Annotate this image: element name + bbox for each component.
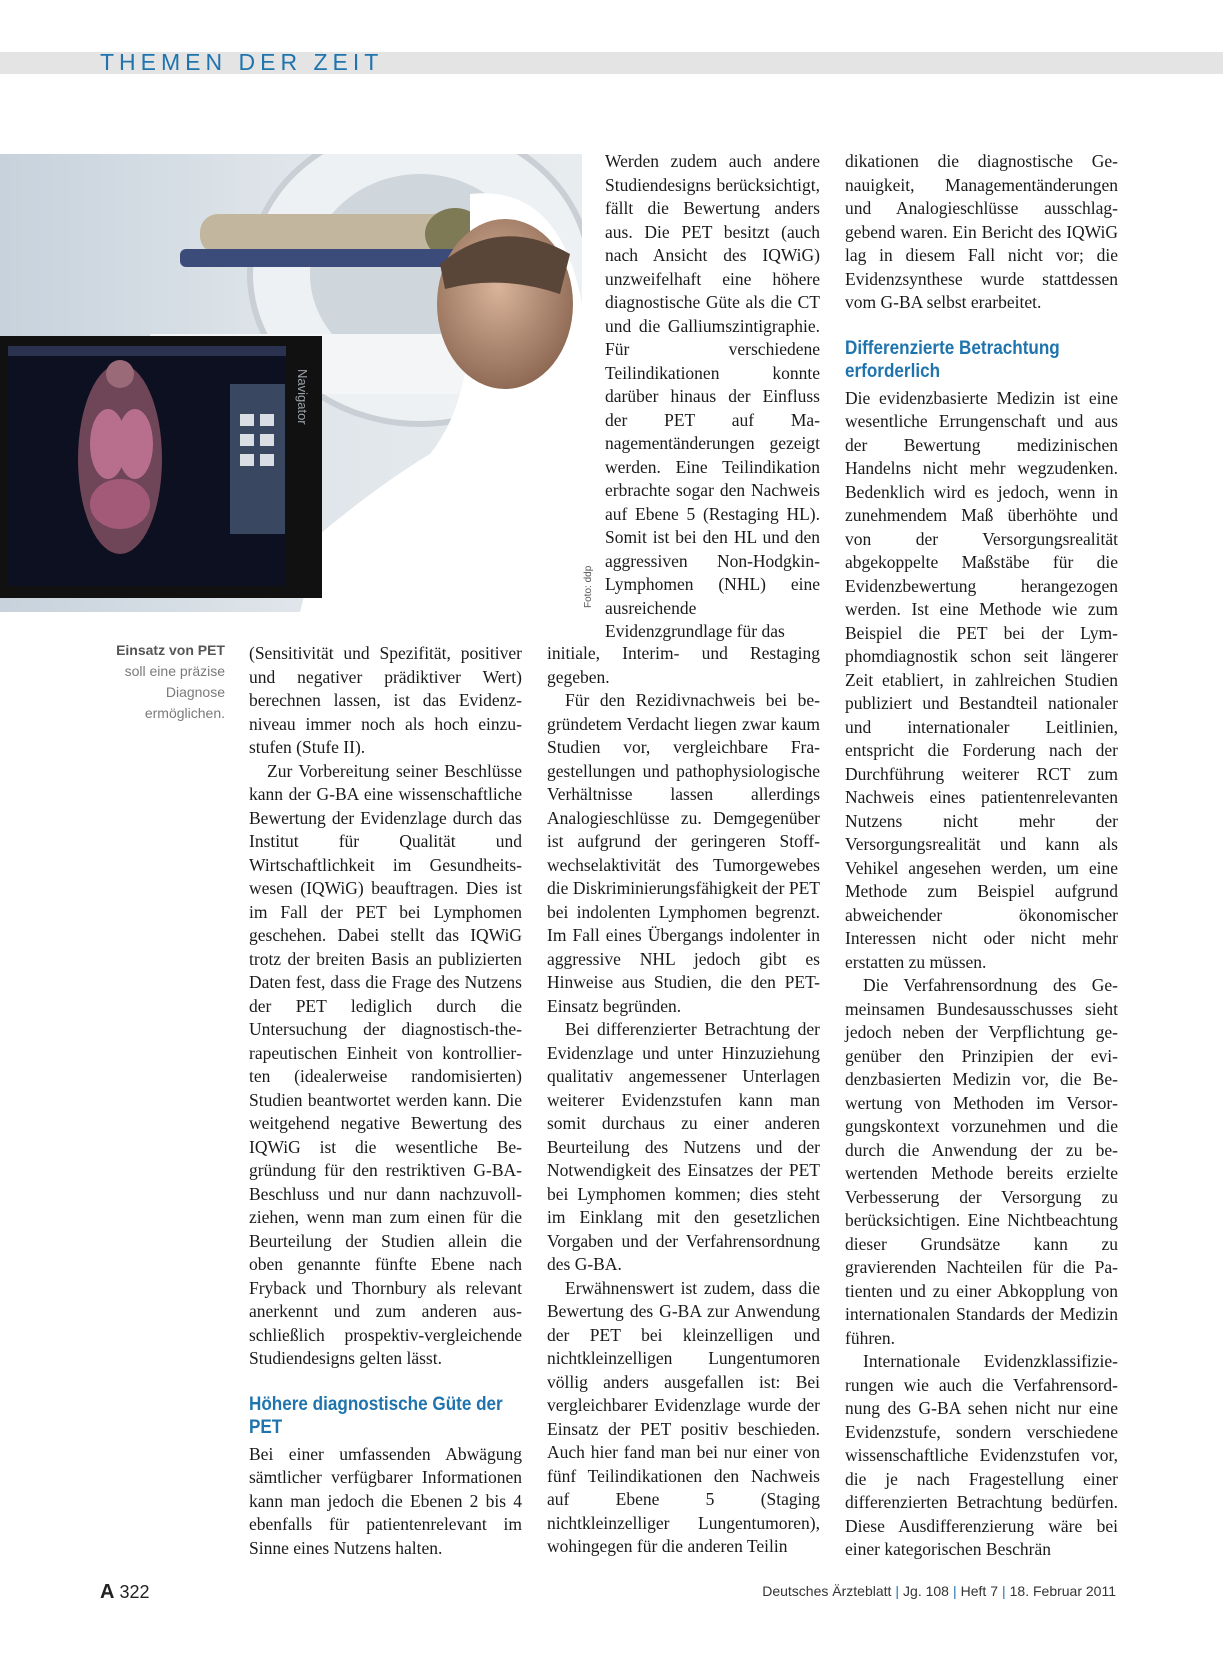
subheading: Höhere diagnostische Güte der PET	[249, 1393, 503, 1438]
paragraph: Erwähnenswert ist zudem, dass die Bewertung des G-BA zur Anwendung der PET bei kleinzelligen und nichtkleinzelligen Lungentumoren völlig anders ausgefallen ist: Bei vergleichbarer Evidenzlage wurde der Einsatz der PET positiv beschieden. Auch hier fand man bei nur einer von fünf Teilindikationen den Nachweis auf Ebene 5 (Staging nichtkleinzelliger Lungentumoren), wohingegen für die anderen Teilin	[547, 1277, 820, 1556]
journal-issue: Heft 7	[960, 1583, 998, 1599]
journal-volume: Jg. 108	[903, 1583, 949, 1599]
journal-name: Deutsches Ärzteblatt	[762, 1583, 892, 1599]
paragraph: initiale, Interim- und Restaging gegeben.	[547, 643, 820, 687]
journal-info: Deutsches Ärzteblatt | Jg. 108 | Heft 7 | 18. Februar 2011	[762, 1583, 1116, 1599]
subheading: Differenzierte Betrachtung erforderlich	[845, 337, 1060, 382]
photo-credit: Foto: ddp	[583, 565, 594, 608]
paragraph: Bei einer umfassenden Abwägung sämtlicher verfügbarer Informationen kann man jedoch die Ebenen 2 bis 4 ebenfalls für patientenrelevant im Sinne eines Nutzens halten.	[249, 1443, 522, 1558]
paragraph: (Sensitivität und Spezifität, positiver und negativer prädiktiver Wert) berechnen lassen, ist das Evidenzniveau immer noch als hoch einzustufen (Stufe II).	[249, 643, 522, 757]
column-3	[845, 150, 1118, 1562]
caption-bold: Einsatz von PET	[116, 642, 225, 658]
pet-scan-photo	[0, 154, 582, 612]
paragraph: Zur Vorbereitung seiner Beschlüsse kann der G-BA eine wissenschaftliche Bewertung der Evidenzlage durch das Institut für Qualität und Wirtschaftlichkeit im Gesundheitswesen (IQWiG) beauftragen. Dies ist im Fall der PET bei Lymphomen geschehen. Dabei stellt das IQWiG trotz der breiten Basis an publizierten Daten fest, dass die Frage des Nutzens der PET lediglich durch die Untersuchung der diagnostisch-therapeutischen Einheit von kontrollierten (idealerweise randomisierten) Studien beantwortet werden kann. Die weitgehend negative Bewertung des IQWiG ist die wesentliche Begründung für den restriktiven G-BA-Beschluss und nur dann nachzuvollziehen, wenn man zum einen für die Beurteilung der Studien allein die oben genannte fünfte Ebene nach Fryback und Thornbury als relevant anerkennt und zum anderen ausschließlich prospektiv-vergleichende Studiendesigns gelten lässt.	[249, 760, 522, 1368]
paragraph: Für den Rezidivnachweis bei begründetem Verdacht liegen zwar kaum Studien vor, vergleichbare Fragestellungen und pathophysiologische Verhältnisse lassen allerdings Analogieschlüsse zu. Demgegenüber ist aufgrund der geringeren Stoffwechselaktivität des Tumorgewebes die Diskriminierungsfähigkeit der PET bei indolenten Lymphomen begrenzt. Im Fall eines Übergangs indolenter in aggressive NHL jedoch gibt es Hinweise aus Studien, die den PET-Einsatz begründen.	[547, 690, 820, 1016]
article-photo	[0, 154, 582, 612]
paragraph: Die evidenzbasierte Medizin ist eine wesentliche Errungenschaft und aus der Bewertung medizinischen Handelns nicht mehr wegzudenken. Bedenklich wird es jedoch, wenn in zunehmendem Maß überhöhte und von der Versorgungsrealität abgekoppelte Maßstäbe für die Evidenzbewertung herangezogen werden. Ist eine Methode wie zum Beispiel die PET bei der Lymphomdiagnostik schon seit längerer Zeit etabliert, in zahlreichen Studien publiziert und Bestandteil nationaler und internationaler Leitlinien, entspricht die Forderung nach der Durchführung weiterer RCT zum Nachweis eines patientenrelevanten Nutzens nicht mehr der Versorgungsrealität und kann als Vehikel angesehen werden, um eine Methode zum Beispiel aufgrund abweichender ökonomischer Interessen nicht oder nicht mehr erstatten zu müssen.	[845, 387, 1118, 972]
caption-text: soll eine präzise Diagnose ermöglichen.	[124, 663, 225, 721]
photo-caption	[100, 640, 225, 724]
page-prefix: A	[100, 1581, 115, 1603]
paragraph: Bei differenzierter Betrachtung der Evidenzlage und unter Hinzuziehung qualitativ angemessener Unterlagen weiterer Evidenzstufen kann man somit durchaus zu einer anderen Beurteilung des Nutzens und der Notwendigkeit des Einsatzes der PET bei Lymphomen kommen; dies steht im Einklang mit den gesetzlichen Vorgaben und der Verfahrensordnung des G-BA.	[547, 1019, 820, 1274]
paragraph: dikationen die diagnostische Genauigkeit, Managementänderungen und Analogieschlüsse ausschlaggebend waren. Ein Bericht des IQWiG lag in diesem Fall nicht vor; die Evidenzsynthese wurde stattdessen vom G-BA selbst erarbeitet.	[845, 151, 1118, 312]
page-number-value: 322	[119, 1582, 150, 1602]
column-2	[547, 642, 820, 1559]
monitor-label: Navigator	[295, 369, 310, 425]
page-number	[100, 1581, 150, 1604]
section-title: THEMEN DER ZEIT	[100, 49, 384, 75]
paragraph: Die Verfahrensordnung des Gemeinsamen Bundesausschusses sieht jedoch neben der Verpflichtung gegenüber den Prinzipien der evidenzbasierten Medizin vor, die Bewertung von Methoden im Versorgungskontext vorzunehmen und die durch die Anwendung der zu bewertenden Methode bereits erzielte Verbesserung der Versorgung zu berücksichtigen. Eine Nichtbeachtung dieser Grundsätze kann zu gravierenden Nachteilen für die Patienten und zu einer Abkopplung von internationalen Standards der Medizin führen.	[845, 975, 1118, 1348]
paragraph: Werden zudem auch andere Studiendesigns berücksichtigt, fällt die Bewertung anders aus. Die PET besitzt (auch nach Ansicht des IQWiG) unzweifelhaft eine höhere diagnostische Güte als die CT und die Galliumszintigraphie. Für verschiedene Teilindikationen konnte darüber hinaus der Einfluss der PET auf Managementänderungen gezeigt werden. Eine Teilindikation erbrachte sogar den Nachweis auf Ebene 5 (Restaging HL). Somit ist bei den HL und den aggressiven Non-Hodgkin-Lymphomen (NHL) eine ausreichende Evidenzgrundlage für das	[605, 151, 820, 641]
column-2-top	[605, 150, 820, 644]
journal-date: 18. Februar 2011	[1009, 1583, 1116, 1599]
column-1	[249, 642, 522, 1560]
paragraph: Internationale Evidenzklassifizierungen wie auch die Verfahrensordnung des G-BA sehen nicht nur eine Evidenzstufe, sondern verschiedene wissenschaftliche Evidenzstufen vor, die je nach Fragestellung einer differenzierten Betrachtung bedürfen. Diese Ausdifferenzierung wäre bei einer kategorischen Beschrän	[845, 1351, 1118, 1559]
